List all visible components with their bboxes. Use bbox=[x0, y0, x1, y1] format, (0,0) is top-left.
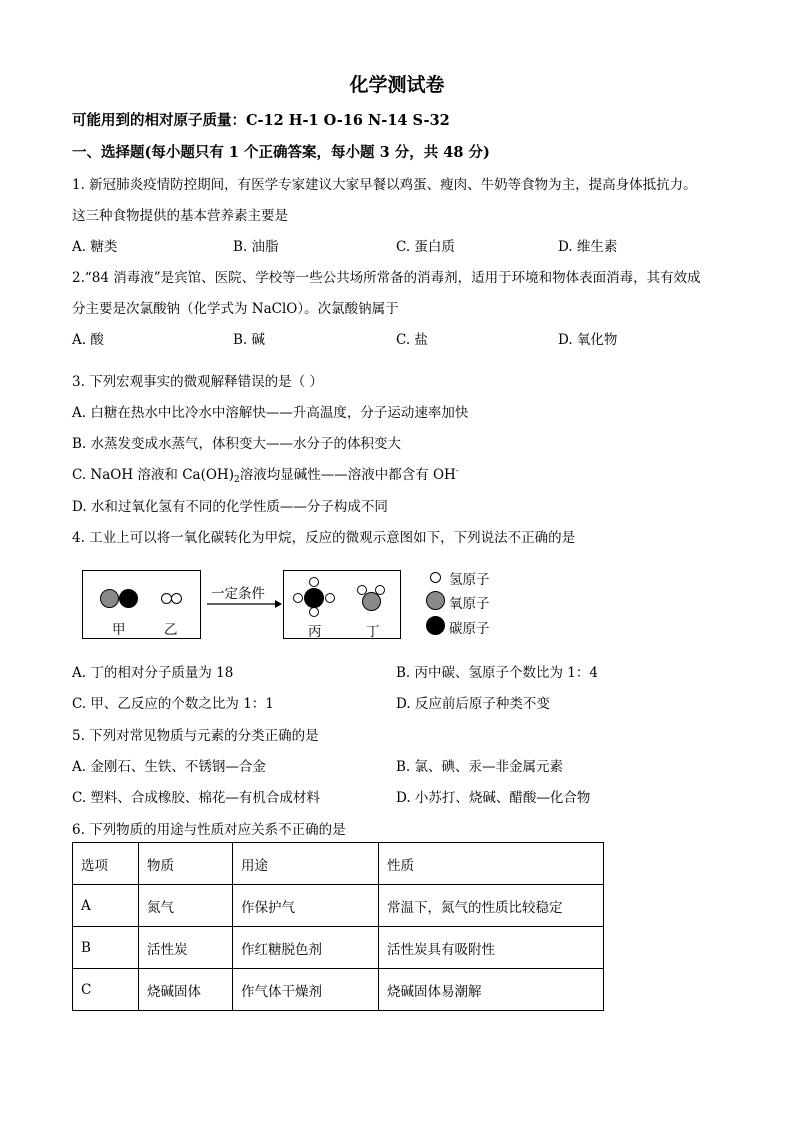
q1-option-a: A. 糖类 bbox=[72, 239, 118, 255]
q1-line2: 这三种食物提供的基本营养素主要是 bbox=[72, 208, 288, 224]
table-cell: 作气体干燥剂 bbox=[233, 969, 379, 1011]
reactants-box bbox=[82, 570, 201, 639]
q3-c-text-pre: C. NaOH 溶液和 Ca(OH) bbox=[72, 467, 234, 483]
table-row bbox=[73, 969, 604, 1011]
q2-line1: 2.“84 消毒液”是宾馆、医院、学校等一些公共场所常备的消毒剂，适用于环境和物体表面消毒，其有效成 bbox=[72, 270, 701, 286]
table-header-cell: 物质 bbox=[139, 843, 233, 885]
q3-option-b: B. 水蒸发变成水蒸气，体积变大——水分子的体积变大 bbox=[72, 436, 402, 452]
legend-oxygen-icon bbox=[426, 591, 445, 610]
carbon-atom bbox=[304, 588, 324, 608]
atomic-masses: 可能用到的相对原子质量：C-12 H-1 O-16 N-14 S-32 bbox=[72, 112, 450, 129]
table-header-cell: 性质 bbox=[379, 843, 604, 885]
table-cell: 作保护气 bbox=[233, 885, 379, 927]
label-bing: 丙 bbox=[308, 624, 322, 640]
q5-stem: 5. 下列对常见物质与元素的分类正确的是 bbox=[72, 728, 319, 744]
table-cell: 常温下，氮气的性质比较稳定 bbox=[379, 885, 604, 927]
q1-option-c: C. 蛋白质 bbox=[396, 239, 455, 255]
table-cell: A bbox=[73, 885, 139, 927]
label-yi: 乙 bbox=[164, 622, 178, 638]
q6-stem: 6. 下列物质的用途与性质对应关系不正确的是 bbox=[72, 822, 346, 838]
carbon-atom bbox=[119, 589, 138, 608]
table-cell: 活性炭具有吸附性 bbox=[379, 927, 604, 969]
q3-c-subscript: 2 bbox=[233, 475, 240, 485]
q4-option-a: A. 丁的相对分子质量为 18 bbox=[72, 665, 234, 681]
properties-table bbox=[72, 842, 604, 1011]
q5-option-d: D. 小苏打、烧碱、醋酸—化合物 bbox=[396, 790, 591, 806]
q4-option-c: C. 甲、乙反应的个数之比为 1：1 bbox=[72, 696, 274, 712]
q3-option-d: D. 水和过氧化氢有不同的化学性质——分子构成不同 bbox=[72, 499, 388, 515]
q3-c-text-post: 溶液均显碱性——溶液中都含有 OH bbox=[239, 467, 456, 483]
hydrogen-atom bbox=[293, 593, 303, 603]
arrow-label: 一定条件 bbox=[211, 586, 265, 602]
q2-option-d: D. 氧化物 bbox=[558, 332, 618, 348]
q5-option-a: A. 金刚石、生铁、不锈钢—合金 bbox=[72, 759, 266, 775]
table-header-cell: 选项 bbox=[73, 843, 139, 885]
q3-c-superscript: - bbox=[455, 466, 459, 475]
q3-option-a: A. 白糖在热水中比冷水中溶解快——升高温度，分子运动速率加快 bbox=[72, 405, 469, 421]
table-cell: 烧碱固体易潮解 bbox=[379, 969, 604, 1011]
table-cell: 氮气 bbox=[139, 885, 233, 927]
table-cell: 作红糖脱色剂 bbox=[233, 927, 379, 969]
q2-option-a: A. 酸 bbox=[72, 332, 104, 348]
q1-option-d: D. 维生素 bbox=[558, 239, 618, 255]
legend-carbon-label: 碳原子 bbox=[449, 621, 490, 637]
q4-option-d: D. 反应前后原子种类不变 bbox=[396, 696, 550, 712]
table-cell: C bbox=[73, 969, 139, 1011]
legend-oxygen-label: 氧原子 bbox=[449, 596, 490, 612]
hydrogen-atom bbox=[171, 593, 182, 604]
legend-hydrogen-label: 氢原子 bbox=[449, 572, 490, 588]
hydrogen-atom bbox=[309, 607, 319, 617]
page-title: 化学测试卷 bbox=[349, 74, 445, 96]
q4-option-b: B. 丙中碳、氢原子个数比为 1：4 bbox=[396, 665, 598, 681]
q5-option-b: B. 氯、碘、汞—非金属元素 bbox=[396, 759, 564, 775]
legend-hydrogen-icon bbox=[430, 572, 441, 583]
table-header-row bbox=[73, 843, 604, 885]
q5-option-c: C. 塑料、合成橡胶、棉花—有机合成材料 bbox=[72, 790, 320, 806]
table-cell: B bbox=[73, 927, 139, 969]
table-row bbox=[73, 885, 604, 927]
legend-carbon-icon bbox=[426, 616, 445, 635]
q2-option-c: C. 盐 bbox=[396, 332, 428, 348]
q4-stem: 4. 工业上可以将一氧化碳转化为甲烷，反应的微观示意图如下，下列说法不正确的是 bbox=[72, 530, 576, 546]
q3-stem: 3. 下列宏观事实的微观解释错误的是（ ） bbox=[72, 374, 323, 390]
oxygen-atom bbox=[100, 589, 119, 608]
hydrogen-atom bbox=[325, 593, 335, 603]
q2-option-b: B. 碱 bbox=[233, 332, 266, 348]
products-box bbox=[283, 570, 401, 639]
reaction-arrow-icon bbox=[205, 598, 283, 610]
oxygen-atom bbox=[362, 592, 381, 611]
table-row bbox=[73, 927, 604, 969]
hydrogen-atom bbox=[309, 577, 319, 587]
q1-line1: 1. 新冠肺炎疫情防控期间，有医学专家建议大家早餐以鸡蛋、瘦肉、牛奶等食物为主，提高身体抵抗力。 bbox=[72, 177, 697, 193]
q3-option-c bbox=[72, 463, 459, 485]
q2-line2: 分主要是次氯酸钠（化学式为 NaClO）。次氯酸钠属于 bbox=[72, 301, 399, 317]
table-cell: 活性炭 bbox=[139, 927, 233, 969]
label-ding: 丁 bbox=[366, 624, 380, 640]
section-heading: 一、选择题(每小题只有 1 个正确答案，每小题 3 分，共 48 分) bbox=[72, 144, 490, 161]
table-header-cell: 用途 bbox=[233, 843, 379, 885]
table-cell: 烧碱固体 bbox=[139, 969, 233, 1011]
label-jia: 甲 bbox=[112, 622, 126, 638]
q1-option-b: B. 油脂 bbox=[233, 239, 279, 255]
